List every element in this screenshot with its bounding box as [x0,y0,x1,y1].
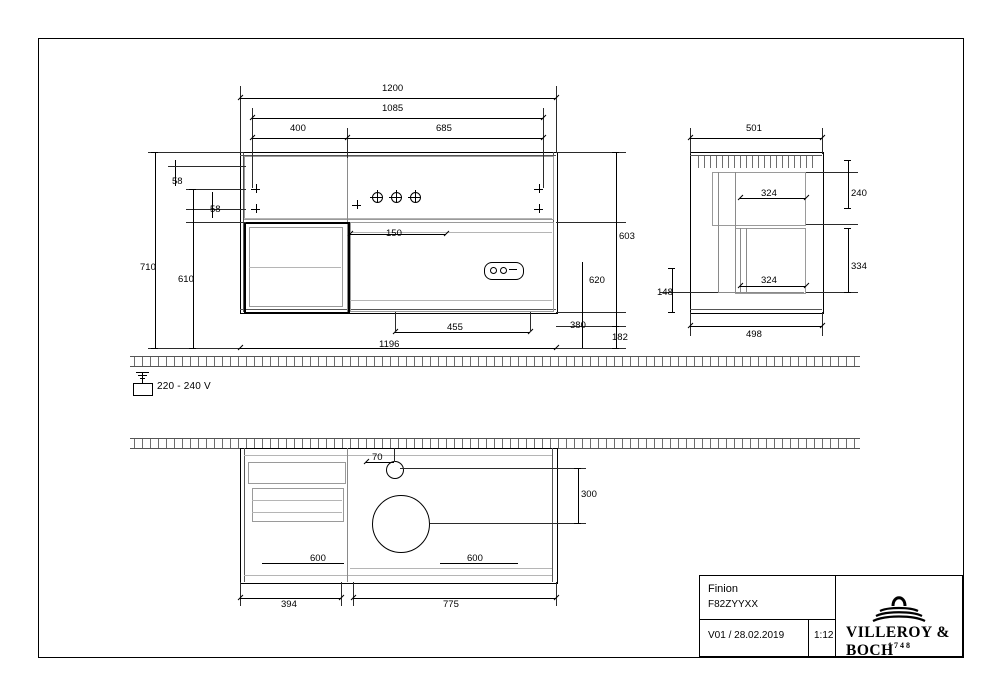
dim-line-1085 [252,118,543,119]
dim-line-600-left [262,563,344,564]
dim-685: 685 [436,123,452,134]
dim-300: 300 [581,489,597,500]
dim-600-right: 600 [467,553,483,564]
dim-line-300 [578,468,579,523]
dim-455: 455 [447,322,463,333]
dim-324-lower: 324 [761,275,777,286]
basin-bowl-top [372,495,430,553]
dim-line-498 [690,326,822,327]
dim-400: 400 [290,123,306,134]
front-upper-drawer [244,156,554,220]
dim-line-710 [155,152,156,348]
dim-600-left: 600 [310,553,326,564]
dim-line-240 [848,160,849,208]
dim-498: 498 [746,329,762,340]
dim-1200: 1200 [382,83,404,94]
dim-line-400 [252,138,347,139]
top-left-insert [252,488,344,522]
version-date: V01 / 28.02.2019 [708,630,785,641]
dim-394: 394 [281,599,297,610]
dim-610: 610 [178,274,194,285]
brand-logo [836,576,962,659]
dim-150: 150 [386,228,402,239]
scale: 1:12 [814,630,834,641]
brand-name: VILLEROY & BOCH [846,624,950,659]
fixing-point-right-1 [534,184,543,193]
dim-58-upper: 58 [172,176,183,187]
dim-148: 148 [657,287,673,298]
fixing-point-right-2 [534,204,543,213]
dim-334: 334 [851,261,867,272]
dim-line-324-lower [740,286,806,287]
product-name: Finion [708,583,738,595]
dim-line-1200 [240,98,556,99]
side-interior-shelf [712,172,806,226]
villeroy-boch-mark-icon [836,580,962,624]
title-block [699,575,963,657]
tap-hole-top [386,461,404,479]
dim-line-685 [347,138,543,139]
dim-line-501 [690,138,822,139]
fixing-point-mid [352,200,361,209]
dim-324-upper: 324 [761,188,777,199]
article-code: F82ZYYXX [708,599,759,610]
dim-380: 380 [570,320,586,331]
dim-501: 501 [746,123,762,134]
dim-240: 240 [851,188,867,199]
dim-775: 775 [443,599,459,610]
dim-line-603 [616,152,617,326]
socket-icon [133,383,153,396]
dim-182: 182 [612,332,628,343]
dim-58-lower: 58 [210,204,221,215]
fixing-point-left-2 [251,204,260,213]
dim-710: 710 [140,262,156,273]
brand-year: 1748 [888,641,912,650]
dim-line-334 [848,228,849,292]
dim-1085: 1085 [382,103,404,114]
dim-line-610 [193,189,194,348]
dim-1196: 1196 [379,339,400,350]
dim-70: 70 [372,452,383,463]
floor-hatch-front [130,356,860,367]
power-note: 220 - 240 V [157,381,211,392]
dim-620: 620 [589,275,605,286]
dim-603: 603 [619,231,635,242]
